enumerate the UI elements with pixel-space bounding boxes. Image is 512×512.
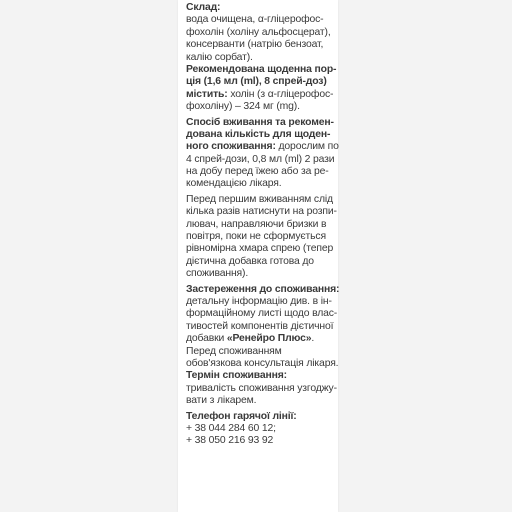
warnings-product-line — [186, 333, 334, 345]
term-line: тривалість споживання узгоджу- — [186, 382, 337, 394]
usage-heading: Спосіб вживання та рекомен- — [186, 116, 334, 128]
before-use-line: споживання). — [186, 268, 249, 280]
daily-portion-line: фохоліну) – 324 мг (mg). — [186, 101, 300, 113]
warnings-line: детальну інформацію див. в ін- — [186, 295, 332, 307]
product-prefix: добавки — [186, 333, 227, 345]
hotline-heading: Телефон гарячої лінії: — [186, 410, 297, 422]
usage-heading: дована кількість для щоден- — [186, 128, 331, 140]
contains-text: холін (з α-гліцерофос- — [227, 88, 334, 100]
term-heading: Термін споживання: — [186, 370, 287, 382]
term-line: вати з лікарем. — [186, 395, 257, 407]
hotline-phone: + 38 044 284 60 12; — [186, 422, 276, 434]
usage-line: 4 спрей-дози, 0,8 мл (ml) 2 рази — [186, 153, 335, 165]
product-name: «Ренейро Плюс» — [226, 333, 312, 345]
warnings-line: формаційному листі щодо влас- — [186, 308, 338, 320]
warnings-heading: Застереження до споживання: — [186, 283, 340, 295]
hotline-phone: + 38 050 216 93 92 — [186, 435, 274, 447]
before-use-line: дієтична добавка готова до — [186, 255, 314, 267]
consult-line: Перед споживанням — [186, 345, 282, 357]
composition-line: калію сорбат). — [186, 51, 253, 63]
consult-line: обов'язкова консультація лікаря. — [186, 357, 339, 369]
daily-portion-heading: ція (1,6 мл (ml), 8 спрей-доз) — [186, 76, 327, 88]
usage-line: на добу перед їжею або за ре- — [186, 166, 329, 178]
daily-portion-contains — [186, 89, 334, 101]
warnings-line: тивостей компонентів дієтичної — [186, 320, 334, 332]
daily-portion-heading: Рекомендована щоденна пор- — [186, 63, 337, 75]
before-use-line: Перед першим вживанням слід — [186, 193, 333, 205]
composition-line: вода очищена, α-гліцерофос- — [186, 14, 324, 26]
before-use-line: лювач, направляючи бризки в — [186, 218, 327, 230]
before-use-line: рівномірна хмара спрею (тепер — [186, 243, 334, 255]
contains-label: містить: — [186, 88, 228, 100]
before-use-line: кілька разів натиснути на розпи- — [186, 206, 337, 218]
composition-heading: Склад: — [186, 2, 221, 13]
usage-text: дорослим по — [275, 141, 339, 153]
before-use-line: повітря, поки не сформується — [186, 231, 326, 243]
composition-line: фохолін (холіну альфосцерат), — [186, 26, 331, 38]
usage-heading-end: ного споживання: — [186, 141, 276, 153]
usage-mixed-line — [186, 141, 339, 153]
label-text-block — [186, 2, 340, 448]
usage-line: комендацією лікаря. — [186, 178, 282, 190]
composition-line: консерванти (натрію бензоат, — [186, 39, 324, 51]
product-suffix: . — [311, 333, 315, 345]
